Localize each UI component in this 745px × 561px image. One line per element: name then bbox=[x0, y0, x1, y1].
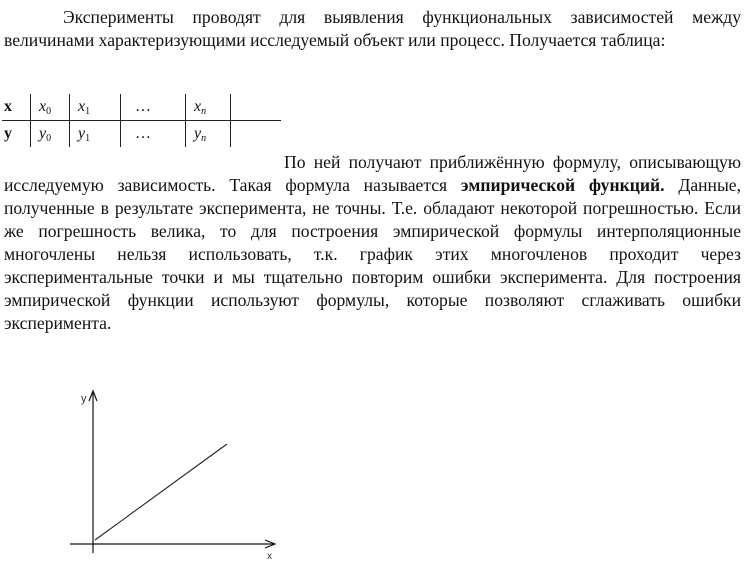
intro-paragraph: Эксперименты проводят для выявления функциональных зависимостей между величинами характеризующими исследуемый объект или процесс. Получается таблица: bbox=[4, 7, 741, 50]
table-row-y bbox=[2, 121, 281, 148]
x-axis-label: x bbox=[267, 551, 272, 561]
cell-subscript: 0 bbox=[46, 132, 52, 144]
table-row-x bbox=[2, 94, 281, 121]
table-cell bbox=[70, 121, 121, 148]
cell-base: x bbox=[39, 97, 47, 115]
cell-subscript: n bbox=[201, 105, 207, 117]
table-cell bbox=[70, 94, 121, 121]
y-axis-label: y bbox=[81, 393, 87, 405]
cell-base: y bbox=[78, 124, 86, 142]
cell-subscript: 1 bbox=[85, 105, 91, 117]
body-paragraph bbox=[4, 151, 741, 335]
cell-base: x bbox=[78, 97, 86, 115]
body-text-part1: По ней получают приближённую формулу, описывающую исследуемую зависимость. Такая формула называется bbox=[4, 152, 741, 195]
cell-ellipsis: … bbox=[135, 98, 151, 115]
linear-graph bbox=[60, 385, 290, 561]
table-cell bbox=[186, 94, 231, 121]
table-cell-empty bbox=[231, 94, 282, 121]
table-cell-empty bbox=[231, 121, 282, 148]
cell-subscript: 0 bbox=[46, 105, 52, 117]
cell-subscript: n bbox=[201, 132, 207, 144]
data-table bbox=[2, 94, 281, 147]
table-cell bbox=[121, 121, 186, 148]
empirical-line bbox=[95, 444, 227, 540]
cell-base: x bbox=[194, 97, 202, 115]
bold-term: эмпирической функций. bbox=[460, 175, 665, 195]
table-cell bbox=[31, 121, 70, 148]
cell-base: y bbox=[39, 124, 47, 142]
cell-subscript: 1 bbox=[85, 132, 91, 144]
table-cell bbox=[121, 94, 186, 121]
cell-base: y bbox=[194, 124, 202, 142]
cell-ellipsis: … bbox=[135, 125, 151, 142]
table-cell bbox=[31, 94, 70, 121]
row-header: y bbox=[4, 125, 12, 142]
row-header: x bbox=[2, 94, 31, 121]
body-text-part2: Данные, полученные в результате эксперимента, не точны. Т.е. обладают некоторой погрешностью. Если же погрешность велика, то для построения эмпирической формулы интерполяционные многочлены нельзя использовать, т.к. график этих многочленов проходит через экспериментальные точки и мы тщательно повторим ошибки эксперимента. Для построения эмпирической функции используют формулы, которые позволяют сглаживать ошибки эксперимента. bbox=[4, 175, 741, 333]
table-cell bbox=[186, 121, 231, 148]
